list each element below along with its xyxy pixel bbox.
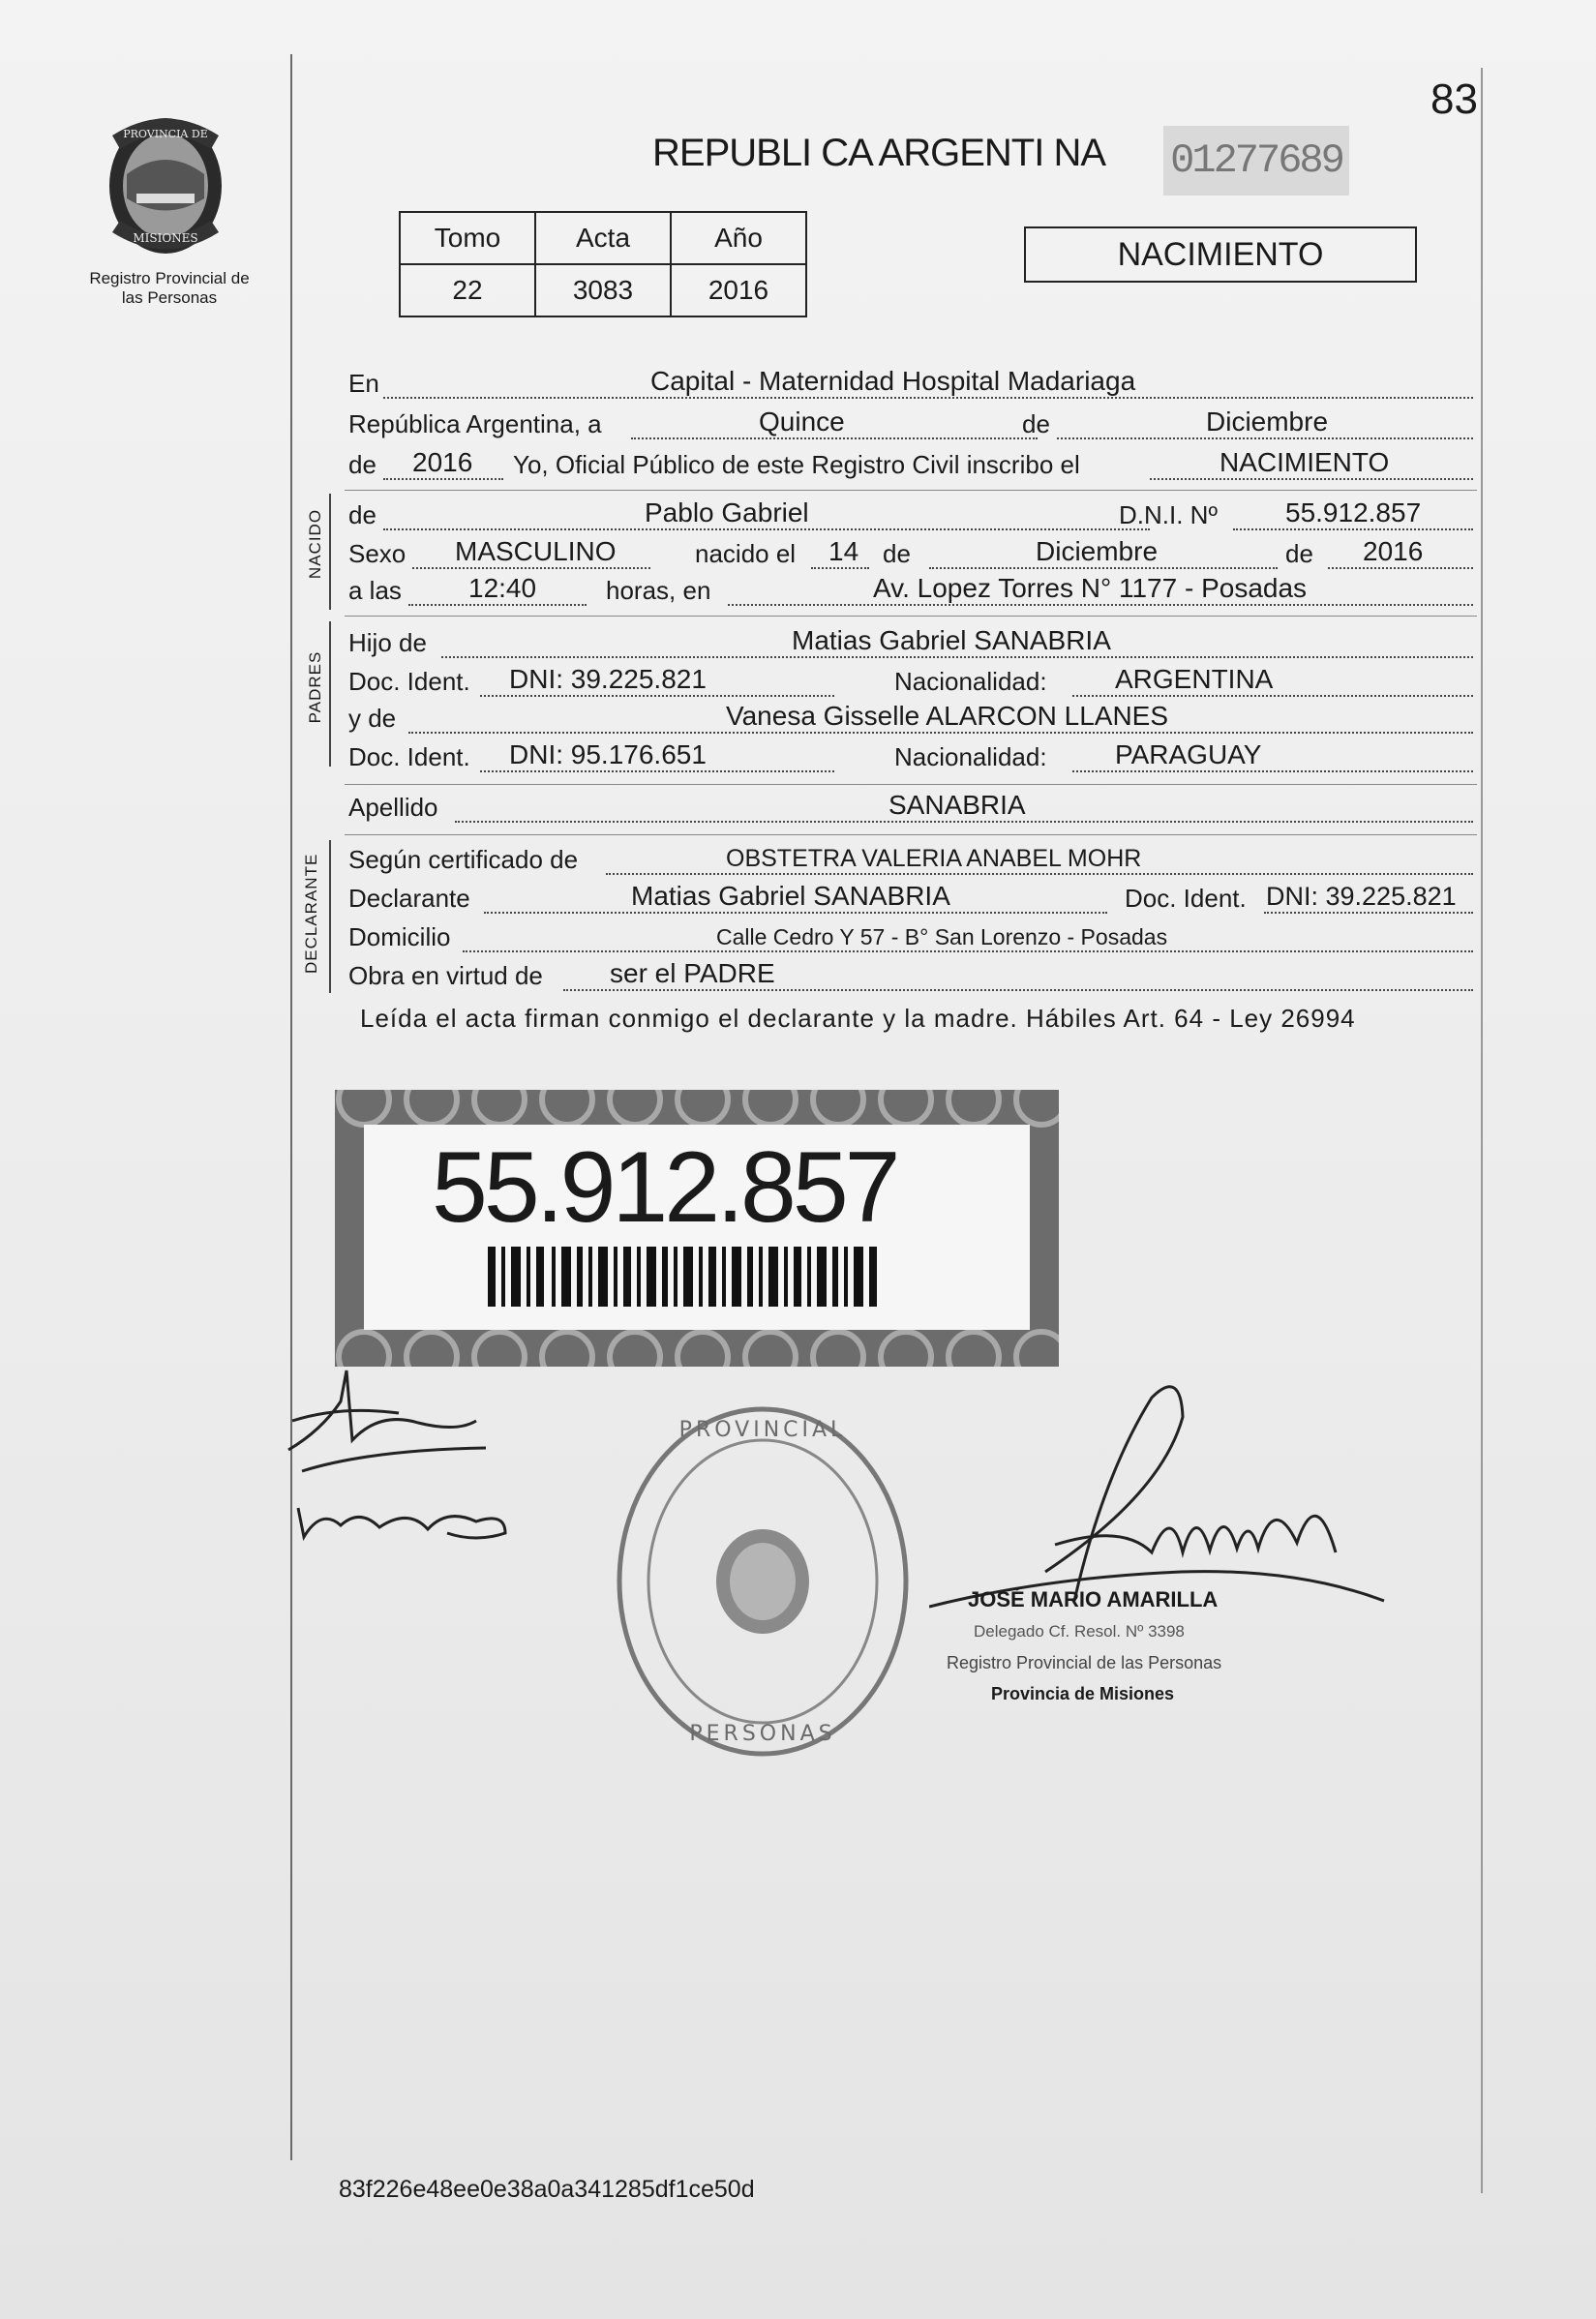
apellido-row xyxy=(348,788,1473,827)
birth-time-value: 12:40 xyxy=(468,573,537,603)
event-value: NACIMIENTO xyxy=(1220,447,1390,477)
emblem-bottom-text: MISIONES xyxy=(133,231,198,245)
doc-ident-label: Doc. Ident. xyxy=(1125,884,1247,913)
birth-year-value: 2016 xyxy=(1363,536,1424,566)
seal-text: PERSONAS xyxy=(689,1722,836,1746)
de-label: de xyxy=(1022,409,1050,438)
official-province: Provincia de Misiones xyxy=(991,1684,1175,1703)
padres-row-father xyxy=(348,623,1473,662)
en-label: En xyxy=(348,369,379,398)
mother-name-value: Vanesa Gisselle ALARCON LLANES xyxy=(726,701,1169,731)
horas-label: horas, en xyxy=(606,576,711,605)
father-nationality-value: ARGENTINA xyxy=(1115,664,1274,694)
de-label: de xyxy=(883,539,911,568)
nacido-section-label: NACIDO xyxy=(306,508,324,580)
de-label: de xyxy=(348,500,376,529)
place-value: Capital - Maternidad Hospital Madariaga xyxy=(650,366,1136,396)
nacionalidad-label: Nacionalidad: xyxy=(894,742,1047,771)
de-label: de xyxy=(1285,539,1313,568)
alas-label: a las xyxy=(348,576,402,605)
record-table-header: Tomo xyxy=(400,212,535,264)
year-label: de xyxy=(348,450,376,479)
handwritten-signature-icon xyxy=(283,1363,534,1556)
republic-title: REPUBLI CA ARGENTI NA xyxy=(652,132,1106,174)
father-doc-value: DNI: 39.225.821 xyxy=(509,664,707,694)
record-table-header: Año xyxy=(671,212,806,264)
record-table-cell: 2016 xyxy=(671,264,806,316)
declarante-bar xyxy=(329,840,331,993)
dni-label: D.N.I. Nº xyxy=(1119,500,1218,529)
padres-section-label: PADRES xyxy=(306,650,324,724)
emblem-top-text: PROVINCIA DE xyxy=(123,128,208,140)
official-registry: Registro Provincial de las Personas xyxy=(947,1653,1222,1672)
closing-text: Leída el acta firman conmigo el declarante y la madre. Hábiles Art. 64 - Ley 26994 xyxy=(360,1004,1356,1033)
declarante-row-domicilio xyxy=(348,918,1473,956)
left-margin-line xyxy=(290,54,292,2160)
domicilio-value: Calle Cedro Y 57 - B° San Lorenzo - Posadas xyxy=(716,924,1168,949)
section-divider xyxy=(345,784,1477,785)
right-margin-line xyxy=(1481,68,1483,2193)
padres-row-father-doc xyxy=(348,662,1473,701)
inscribe-text: Yo, Oficial Público de este Registro Civil inscribo el xyxy=(513,450,1080,479)
record-table-value-row xyxy=(400,264,806,316)
seal-text: PROVINCIAL xyxy=(678,1418,847,1442)
document-hash: 83f226e48ee0e38a0a341285df1ce50d xyxy=(339,2176,755,2203)
obra-label: Obra en virtud de xyxy=(348,961,543,990)
birth-day-value: 14 xyxy=(828,536,859,566)
y-de-label: y de xyxy=(348,704,397,733)
year-value: 2016 xyxy=(412,447,473,477)
official-seal-icon xyxy=(612,1401,914,1762)
record-table-header-row xyxy=(400,212,806,264)
nacido-el-label: nacido el xyxy=(695,539,797,568)
day-words-value: Quince xyxy=(759,407,845,437)
apellido-label: Apellido xyxy=(348,793,438,822)
declarante-label: Declarante xyxy=(348,884,470,913)
certificate-value: OBSTETRA VALERIA ANABEL MOHR xyxy=(726,845,1142,872)
nacido-bar xyxy=(329,494,331,610)
sexo-value: MASCULINO xyxy=(455,536,617,566)
section-divider xyxy=(345,490,1477,491)
month-value: Diciembre xyxy=(1206,407,1329,437)
child-name-value: Pablo Gabriel xyxy=(645,497,809,527)
nacido-row-name xyxy=(348,496,1473,534)
hijo-de-label: Hijo de xyxy=(348,628,427,657)
padres-bar xyxy=(329,621,331,767)
declarante-row-cert xyxy=(348,840,1473,879)
padres-row-mother xyxy=(348,699,1473,738)
record-table xyxy=(399,211,807,317)
padres-row-mother-doc xyxy=(348,738,1473,776)
official-resolution: Delegado Cf. Resol. Nº 3398 xyxy=(974,1622,1185,1641)
declarante-doc-value: DNI: 39.225.821 xyxy=(1266,882,1457,911)
mother-nationality-value: PARAGUAY xyxy=(1115,739,1262,769)
segun-certificado-label: Según certificado de xyxy=(348,845,579,874)
obra-value: ser el PADRE xyxy=(610,958,775,988)
birth-address-value: Av. Lopez Torres N° 1177 - Posadas xyxy=(873,573,1308,603)
sticker-id-number: 55.912.857 xyxy=(432,1131,897,1244)
nacido-row-time xyxy=(348,571,1473,610)
nacionalidad-label: Nacionalidad: xyxy=(894,667,1047,696)
record-type-box: NACIMIENTO xyxy=(1024,226,1417,283)
section-divider xyxy=(345,834,1477,835)
nacido-row-sex xyxy=(348,534,1473,573)
declarante-row-name xyxy=(348,879,1473,918)
record-table-cell: 3083 xyxy=(535,264,671,316)
section-divider xyxy=(345,616,1477,617)
declarante-section-label: DECLARANTE xyxy=(302,853,320,974)
intro-row-place xyxy=(348,364,1473,403)
republica-label: República Argentina, a xyxy=(348,409,602,438)
registry-name: Registro Provincial de las Personas xyxy=(89,269,250,307)
record-table-cell: 22 xyxy=(400,264,535,316)
intro-row-date xyxy=(348,405,1473,443)
doc-ident-label: Doc. Ident. xyxy=(348,667,470,696)
domicilio-label: Domicilio xyxy=(348,922,451,951)
misiones-emblem-icon xyxy=(93,106,238,261)
official-name: JOSÉ MARIO AMARILLA xyxy=(968,1587,1219,1611)
mother-doc-value: DNI: 95.176.651 xyxy=(509,739,707,769)
record-table-header: Acta xyxy=(535,212,671,264)
page-number: 83 xyxy=(1430,75,1478,123)
serial-number: 01277689 xyxy=(1163,126,1349,196)
intro-row-inscribe xyxy=(348,445,1473,484)
father-name-value: Matias Gabriel SANABRIA xyxy=(792,625,1111,655)
declarante-row-obra xyxy=(348,956,1473,995)
sexo-label: Sexo xyxy=(348,539,407,568)
child-dni-value: 55.912.857 xyxy=(1285,497,1422,527)
apellido-value: SANABRIA xyxy=(888,790,1026,820)
declarante-value: Matias Gabriel SANABRIA xyxy=(631,881,950,911)
doc-ident-label: Doc. Ident. xyxy=(348,742,470,771)
birth-month-value: Diciembre xyxy=(1036,536,1159,566)
